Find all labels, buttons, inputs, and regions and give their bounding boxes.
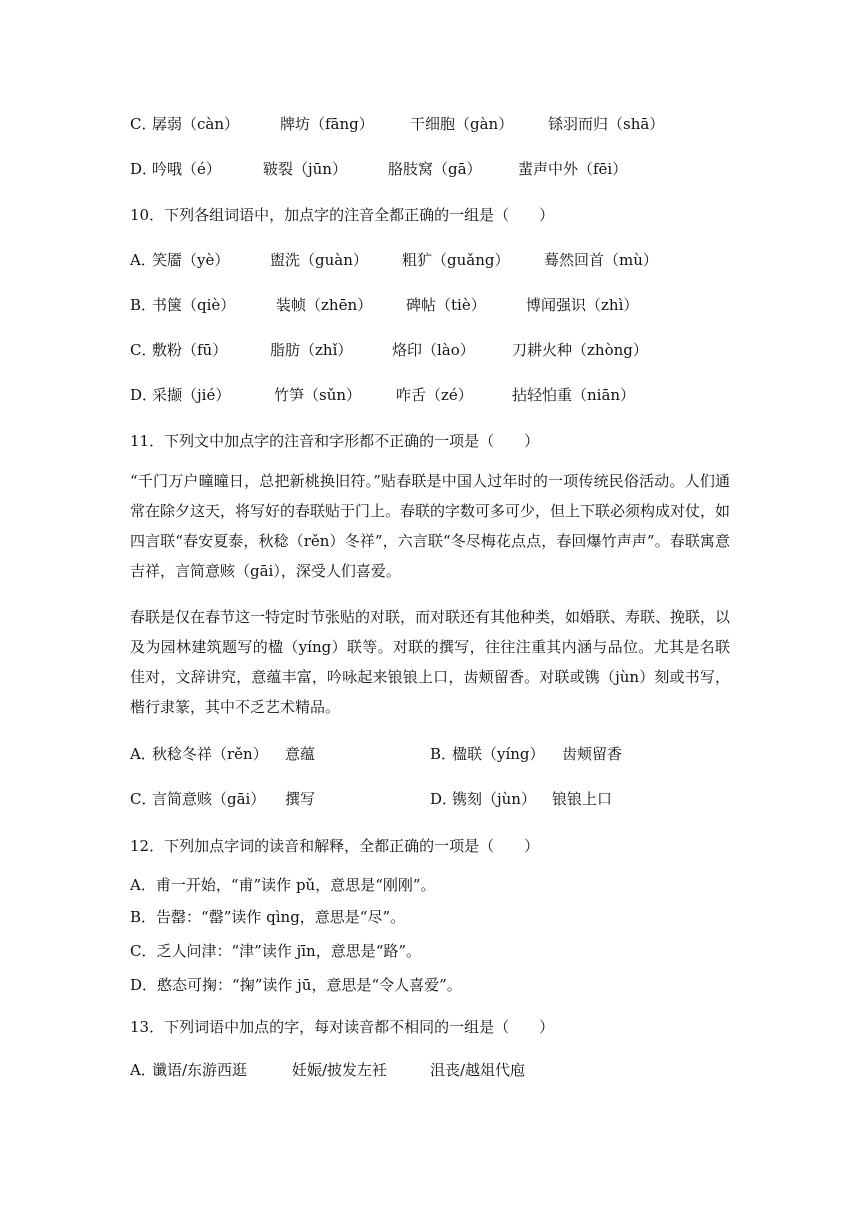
q11-option-b[interactable] <box>430 744 730 764</box>
option-item: 撰写 <box>285 790 316 808</box>
option-item: 齿颊留香 <box>562 745 623 763</box>
option-item: 拈轻怕重（niān） <box>512 386 636 404</box>
option-letter: D． <box>130 160 158 178</box>
option-item: 盥洗（guàn） <box>270 251 368 269</box>
option-item: 楹联（yíng） <box>452 745 545 763</box>
q12-option-b[interactable]: B．告罄：“罄”读作 qìng，意思是“尽”。 <box>130 908 406 926</box>
option-item: 蓦然回首（mù） <box>544 251 658 269</box>
option-item: 刀耕火种（zhòng） <box>512 341 648 359</box>
q12-option-d[interactable]: D．憨态可掬：“掬”读作 jū，意思是“令人喜爱”。 <box>130 976 462 994</box>
option-item: 沮丧/越俎代庖 <box>430 1061 526 1079</box>
option-letter: B． <box>430 745 457 763</box>
option-item: 采撷（jié） <box>152 386 231 404</box>
option-item: 笑靥（yè） <box>152 251 230 269</box>
option-item: 博闻强识（zhì） <box>526 296 639 314</box>
option-letter: A． <box>130 745 156 763</box>
option-item: 谶语/东游西逛 <box>152 1061 248 1079</box>
option-item: 干细胞（gàn） <box>410 115 514 133</box>
q13-stem: 13．下列词语中加点的字，每对读音都不相同的一组是（ ） <box>130 1018 555 1036</box>
option-letter: C． <box>130 790 157 808</box>
option-item: 敷粉（fū） <box>152 341 228 359</box>
q12-option-a[interactable]: A．甫一开始，“甫”读作 pǔ，意思是“刚刚”。 <box>130 876 436 894</box>
option-item: 妊娠/披发左衽 <box>292 1061 388 1079</box>
option-item: 孱弱（càn） <box>152 115 240 133</box>
option-item: 牌坊（fāng） <box>280 115 374 133</box>
option-item: 言简意赅（gāi） <box>152 790 266 808</box>
option-letter: D． <box>430 790 458 808</box>
q11-stem: 11．下列文中加点字的注音和字形都不正确的一项是（ ） <box>130 432 540 450</box>
q11-passage-paragraph-2: 春联是仅在春节这一特定时节张贴的对联，而对联还有其他种类，如婚联、寿联、挽联，以及为园林建筑题写的楹（yíng）联等。对联的撰写，往往注重其内涵与品位。尤其是名联佳对，文辞讲究，意蕴丰富，吟咏起来锒锒上口，齿颊留香。对联或镌（jùn）刻或书写，楷行隶篆，其中不乏艺术精品。 <box>130 608 731 716</box>
q12-stem: 12．下列加点字词的读音和解释，全都正确的一项是（ ） <box>130 837 540 855</box>
q9-option-c[interactable] <box>130 114 750 134</box>
option-item: 烙印（lào） <box>392 341 475 359</box>
q10-option-b[interactable] <box>130 295 750 315</box>
q9-option-d[interactable] <box>130 159 750 179</box>
option-item: 镌刻（jùn） <box>452 790 536 808</box>
option-item: 脂肪（zhǐ） <box>270 341 353 359</box>
option-item: 秋稔冬祥（rěn） <box>152 745 268 763</box>
q10-option-d[interactable] <box>130 385 750 405</box>
q10-stem: 10．下列各组词语中，加点字的注音全都正确的一组是（ ） <box>130 206 555 224</box>
option-item: 碑帖（tiè） <box>406 296 486 314</box>
option-item: 吟哦（é） <box>152 160 221 178</box>
option-item: 装帧（zhēn） <box>276 296 373 314</box>
q11-passage-paragraph-1: “千门万户曈曈日，总把新桃换旧符。”贴春联是中国人过年时的一项传统民俗活动。人们通常在除夕这天，将写好的春联贴于门上。春联的字数可多可少，但上下联必须构成对仗，如四言联“春安夏泰，秋稔（rěn）冬祥”，六言联“冬尽梅花点点，春回爆竹声声”。春联寓意吉祥，言简意赅（gāi），深受人们喜爱。 <box>130 472 731 580</box>
option-item: 胳肢窝（gā） <box>388 160 482 178</box>
q10-option-a[interactable] <box>130 250 750 270</box>
option-item: 意蕴 <box>285 745 316 763</box>
option-letter: C． <box>130 115 157 133</box>
option-item: 书箧（qiè） <box>152 296 236 314</box>
option-item: 铩羽而归（shā） <box>548 115 665 133</box>
q12-option-c[interactable]: C．乏人问津：“津”读作 jīn，意思是“路”。 <box>130 942 422 960</box>
option-letter: A． <box>130 251 156 269</box>
option-letter: D． <box>130 386 158 404</box>
option-letter: C． <box>130 341 157 359</box>
option-item: 皲裂（jūn） <box>263 160 347 178</box>
option-letter: A． <box>130 1061 156 1079</box>
q10-option-c[interactable] <box>130 340 750 360</box>
q11-option-d[interactable] <box>430 789 730 809</box>
option-item: 锒锒上口 <box>552 790 613 808</box>
option-item: 竹笋（sǔn） <box>274 386 362 404</box>
option-item: 蜚声中外（fēi） <box>518 160 628 178</box>
q13-option-a[interactable] <box>130 1060 750 1080</box>
option-item: 粗犷（guǎng） <box>402 251 510 269</box>
option-item: 咋舌（zé） <box>396 386 473 404</box>
option-letter: B． <box>130 296 157 314</box>
